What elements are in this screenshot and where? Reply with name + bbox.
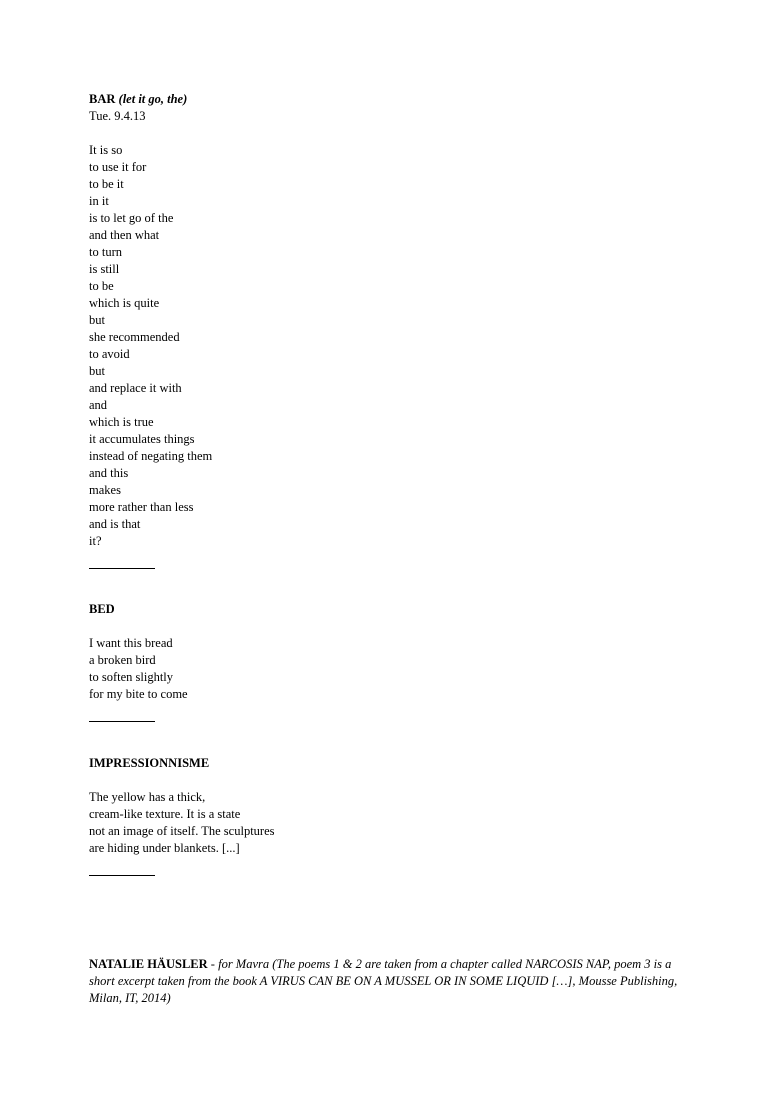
poem-line: not an image of itself. The sculptures (89, 824, 275, 838)
poem-line: makes (89, 483, 121, 497)
poem-line: cream-like texture. It is a state (89, 807, 241, 821)
credit-note: for Mavra (The poems 1 & 2 are taken from a chapter called NARCOSIS NAP, poem 3 is a short excerpt taken from the book A VIRUS CAN BE ON A MUSSEL OR IN SOME LIQUID […], Mousse Publishing, Milan, IT, 2014) (89, 956, 678, 1005)
poem-line: are hiding under blankets. [...] (89, 841, 240, 855)
poem-line: and this (89, 466, 129, 480)
section-divider (89, 568, 155, 569)
poem-line: it accumulates things (89, 432, 195, 446)
poem-line: and is that (89, 517, 141, 531)
poem-title: BED (89, 602, 115, 616)
poem-line: and (89, 398, 108, 412)
poem-line: to be (89, 279, 114, 293)
poem-line: she recommended (89, 330, 180, 344)
poem-line: but (89, 364, 105, 378)
poem-line: which is quite (89, 296, 160, 310)
poem-title (89, 91, 689, 108)
poem-line: and then what (89, 228, 160, 242)
poem-line: is to let go of the (89, 211, 174, 225)
poem-line: I want this bread (89, 636, 173, 650)
credit-separator: - (207, 956, 219, 971)
poem-line: to avoid (89, 347, 130, 361)
poem-title-text: BAR (89, 92, 116, 106)
author-name: NATALIE HÄUSLER (89, 956, 208, 971)
poem-lines (89, 635, 689, 703)
poem-title: IMPRESSIONNISME (89, 756, 210, 770)
poem-line: The yellow has a thick, (89, 790, 206, 804)
poem-line: to turn (89, 245, 122, 259)
poem-line: to use it for (89, 160, 147, 174)
poem-line: to soften slightly (89, 670, 174, 684)
section-divider (89, 875, 155, 876)
author-credit (89, 956, 699, 1007)
poem-lines (89, 142, 689, 550)
section-divider (89, 721, 155, 722)
poem-line: is still (89, 262, 120, 276)
poem-line: in it (89, 194, 109, 208)
poem-line: instead of negating them (89, 449, 213, 463)
poem-line: for my bite to come (89, 687, 188, 701)
poem-subtitle: (let it go, the) (118, 92, 188, 106)
poem-bar (89, 91, 689, 569)
poem-line: a broken bird (89, 653, 156, 667)
poem-line: it? (89, 534, 102, 548)
poem-date: Tue. 9.4.13 (89, 109, 146, 123)
poem-line: but (89, 313, 105, 327)
poem-lines (89, 789, 689, 857)
poem-line: to be it (89, 177, 124, 191)
poem-line: which is true (89, 415, 154, 429)
poem-line: more rather than less (89, 500, 194, 514)
poem-impressionnisme (89, 755, 689, 876)
poem-bed (89, 601, 689, 722)
poem-line: It is so (89, 143, 123, 157)
poem-line: and replace it with (89, 381, 182, 395)
